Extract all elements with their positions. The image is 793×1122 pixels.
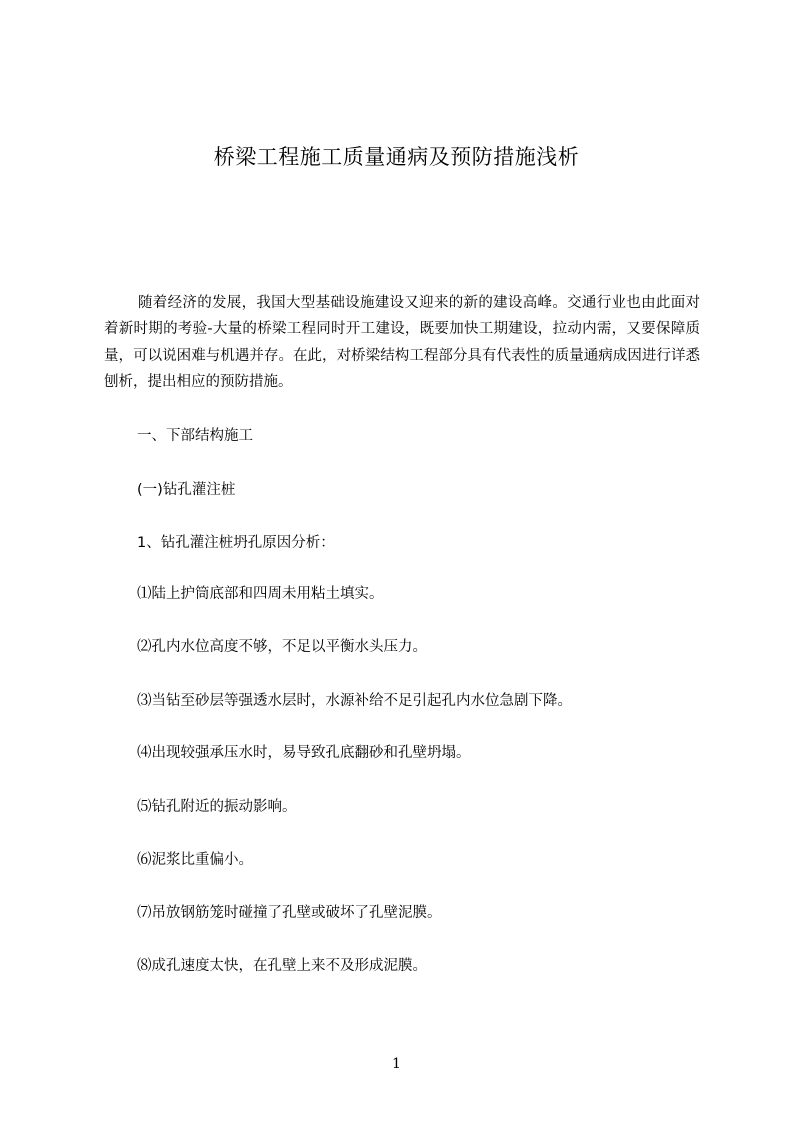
subsection-heading: (一)钻孔灌注桩 [137,482,236,498]
item-heading: 1、钻孔灌注桩坍孔原因分析： [137,535,335,551]
section-heading: 一、下部结构施工 [137,428,253,444]
cause-item-5: ⑸钻孔附近的振动影响。 [137,799,297,815]
cause-item-4: ⑷出现较强承压水时，易导致孔底翻砂和孔壁坍塌。 [137,745,471,761]
cause-item-6: ⑹泥浆比重偏小。 [137,852,253,868]
page-number: 1 [392,1056,401,1072]
document-title: 桥梁工程施工质量通病及预防措施浅析 [213,145,580,169]
cause-item-1: ⑴陆上护筒底部和四周未用粘土填实。 [137,586,384,602]
cause-item-2: ⑵孔内水位高度不够，不足以平衡水头压力。 [137,639,427,655]
cause-item-8: ⑻成孔速度太快，在孔壁上来不及形成泥膜。 [137,958,427,974]
cause-item-7: ⑺吊放钢筋笼时碰撞了孔壁或破坏了孔壁泥膜。 [137,905,442,921]
intro-paragraph: 随着经济的发展，我国大型基础设施建设又迎来的新的建设高峰。交通行业也由此面对着新时期的考验-大量的桥梁工程同时开工建设，既要加快工期建设，拉动内需，又要保障质量，可以说困难与机遇并存。在此，对桥梁结构工程部分具有代表性的质量通病成因进行详悉刨析，提出相应的预防措施。 [104,295,700,390]
cause-item-3: ⑶当钻至砂层等强透水层时，水源补给不足引起孔内水位急剧下降。 [137,693,572,709]
